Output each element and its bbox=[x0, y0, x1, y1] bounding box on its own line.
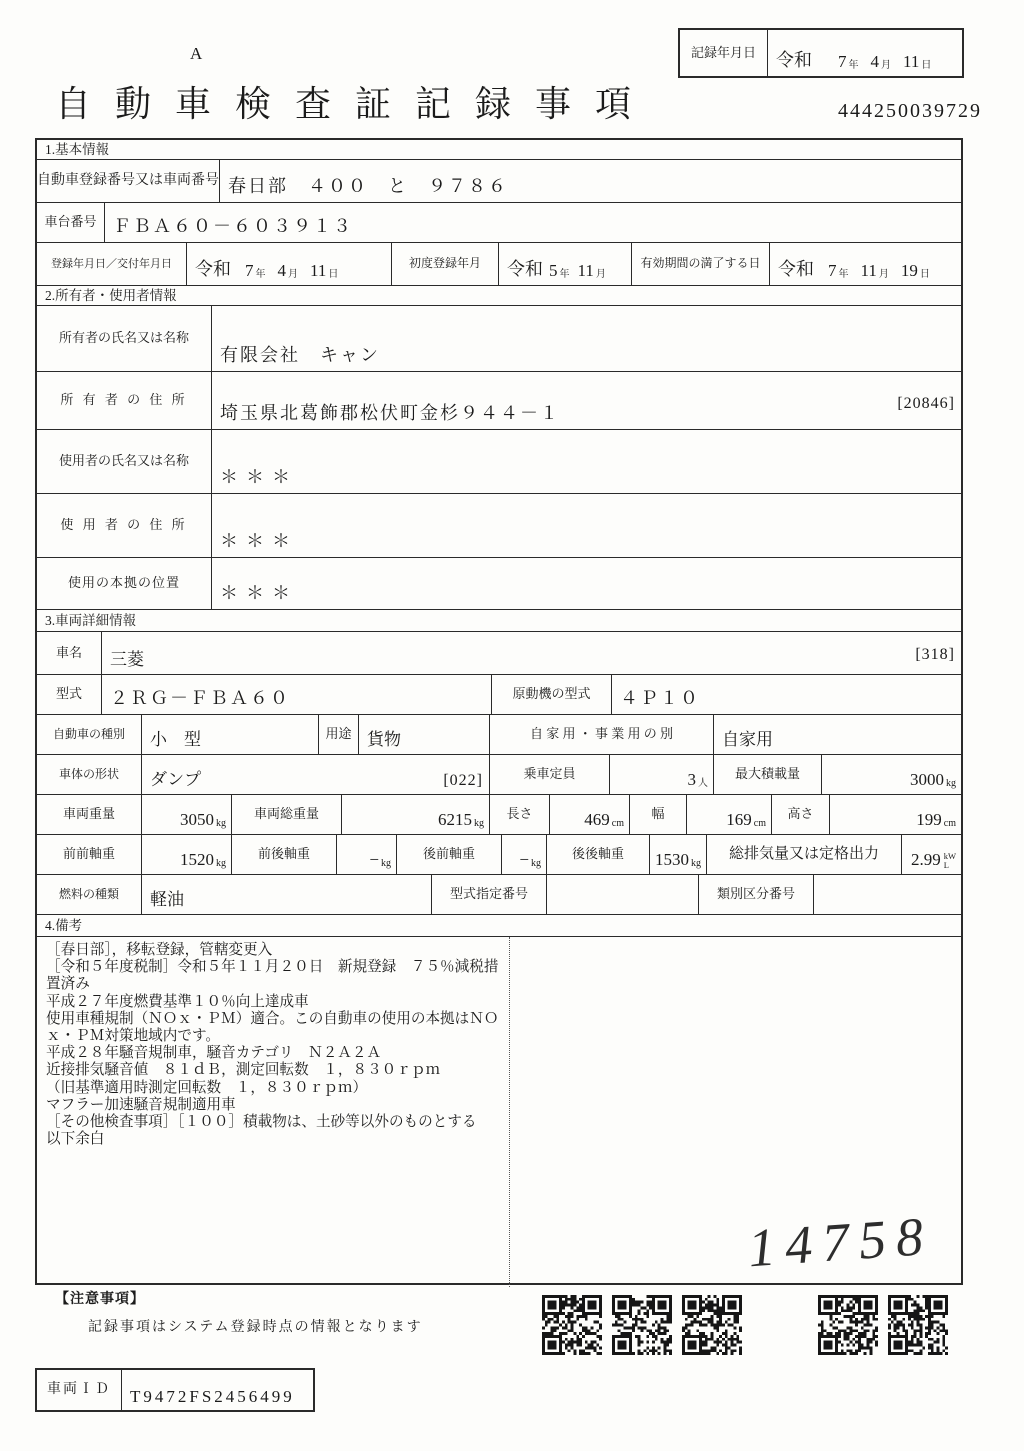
year-number: 7 bbox=[838, 52, 847, 71]
page-corner-mark: A bbox=[190, 44, 203, 63]
width-label: 幅 bbox=[630, 795, 687, 834]
remark-line: ［令和５年度税制］令和５年１１月２０日 新規登録 ７５％減税措置済み bbox=[46, 959, 499, 993]
fuel-label: 燃料の種類 bbox=[37, 875, 142, 914]
remarks-right-area bbox=[510, 937, 961, 1287]
vehicle-weight-value bbox=[142, 795, 232, 834]
axle-rr-value bbox=[650, 835, 707, 874]
engine-model-label: 原動機の型式 bbox=[492, 675, 612, 714]
registration-number-value: 春日部 ４００ と ９７８６ bbox=[228, 176, 508, 196]
width-unit: cm bbox=[753, 818, 766, 829]
era-text: 令和 bbox=[195, 259, 231, 279]
capacity-value bbox=[610, 755, 714, 794]
first-registration-value bbox=[499, 243, 632, 285]
vehicle-category-label: 自動車の種別 bbox=[37, 715, 142, 754]
user-address-label: 使 用 者 の 住 所 bbox=[37, 494, 212, 557]
remark-line: 平成２８年騒音規制車，騒音カテゴリ Ｎ２Ａ２Ａ bbox=[46, 1045, 382, 1062]
user-address-value: ＊＊＊ bbox=[220, 531, 298, 551]
qr-code bbox=[612, 1294, 672, 1356]
length-value bbox=[550, 795, 630, 834]
vehicle-weight-label: 車両重量 bbox=[37, 795, 142, 834]
remark-line: 以下余白 bbox=[46, 1131, 105, 1148]
base-location-label: 使用の本拠の位置 bbox=[37, 558, 212, 609]
displacement-unit-kw: kW bbox=[943, 851, 956, 861]
handwritten-number: 14758 bbox=[746, 1205, 935, 1279]
vehicle-id-label: 車両ＩＤ bbox=[37, 1370, 122, 1410]
remark-line: マフラー加速騒音規制適用車 bbox=[46, 1096, 236, 1113]
qr-code bbox=[888, 1294, 948, 1356]
capacity-label: 乗車定員 bbox=[490, 755, 610, 794]
year-number: 7 bbox=[828, 261, 837, 280]
era-text: 令和 bbox=[778, 259, 814, 279]
month-unit: 月 bbox=[288, 269, 298, 280]
gross-weight-value bbox=[342, 795, 490, 834]
use-value: 貨物 bbox=[359, 715, 490, 754]
axle-fr-label: 前後軸重 bbox=[232, 835, 337, 874]
owner-address-label: 所 有 者 の 住 所 bbox=[37, 372, 212, 429]
user-name-value: ＊＊＊ bbox=[220, 467, 298, 487]
base-location-value: ＊＊＊ bbox=[220, 583, 298, 603]
qr-code bbox=[818, 1294, 878, 1356]
remark-line: 平成２７年度燃費基準１０％向上達成車 bbox=[46, 993, 309, 1010]
axle-ff-label: 前前軸重 bbox=[37, 835, 142, 874]
registration-date-label: 登録年月日／交付年月日 bbox=[37, 243, 187, 285]
fuel-value: 軽油 bbox=[142, 875, 432, 914]
qr-code bbox=[542, 1294, 602, 1356]
row-registration-number bbox=[37, 160, 961, 203]
day-unit: 日 bbox=[921, 60, 932, 71]
body-shape-text: ダンプ bbox=[150, 770, 202, 789]
car-name-value bbox=[102, 632, 961, 674]
private-business-label: 自 家 用 ・ 事 業 用 の 別 bbox=[490, 715, 714, 754]
chassis-number-label: 車台番号 bbox=[37, 203, 105, 242]
expiry-date-label: 有効期間の満了する日 bbox=[632, 243, 770, 285]
height-unit: cm bbox=[943, 818, 956, 829]
row-weights bbox=[37, 795, 961, 835]
width-value bbox=[687, 795, 772, 834]
section1-header: 1.基本情報 bbox=[37, 140, 961, 160]
record-date-box bbox=[678, 28, 964, 78]
vehicle-id-value: T9472FS2456499 bbox=[130, 1387, 295, 1406]
owner-address-value bbox=[212, 372, 961, 429]
axle-ff-number: 1520 bbox=[180, 850, 214, 869]
gross-weight-unit: kg bbox=[474, 818, 484, 829]
first-registration-label: 初度登録年月 bbox=[392, 243, 499, 285]
remark-line: 使用車種規制（ＮＯｘ・ＰＭ）適合。この自動車の使用の本拠はＮＯｘ・ＰＭ対策地域内です。 bbox=[46, 1010, 499, 1045]
notice-text: 記録事項はシステム登録時点の情報となります bbox=[88, 1320, 423, 1335]
height-label: 高さ bbox=[772, 795, 830, 834]
class-number-value bbox=[814, 875, 961, 914]
row-car-name bbox=[37, 632, 961, 675]
document-number: 444250039729 bbox=[838, 100, 982, 122]
row-dates bbox=[37, 243, 961, 286]
owner-address-code: [20846] bbox=[897, 395, 955, 412]
era-text: 令和 bbox=[776, 50, 812, 70]
remarks-text bbox=[37, 937, 510, 1287]
body-shape-code: [022] bbox=[443, 772, 483, 789]
type-designation-value bbox=[547, 875, 699, 914]
axle-rf-unit: kg bbox=[531, 858, 541, 869]
vehicle-id-box bbox=[35, 1368, 315, 1412]
day-unit: 日 bbox=[919, 269, 930, 280]
row-user-address bbox=[37, 494, 961, 558]
day-unit: 日 bbox=[328, 269, 339, 280]
vehicle-weight-unit: kg bbox=[216, 818, 226, 829]
car-name-code: [318] bbox=[915, 646, 955, 663]
model-value: ２ＲＧ－ＦＢＡ６０ bbox=[102, 675, 492, 714]
row-chassis-number bbox=[37, 203, 961, 243]
remarks-box bbox=[37, 937, 961, 1287]
axle-ff-unit: kg bbox=[216, 858, 226, 869]
record-date-value bbox=[768, 30, 962, 76]
user-name-label: 使用者の氏名又は名称 bbox=[37, 430, 212, 493]
model-label: 型式 bbox=[37, 675, 102, 714]
axle-rr-label: 後後軸重 bbox=[547, 835, 650, 874]
use-label: 用途 bbox=[319, 715, 359, 754]
remark-line: （旧基準適用時測定回転数 １，８３０ｒｐｍ） bbox=[46, 1079, 368, 1096]
vehicle-weight-number: 3050 bbox=[180, 810, 214, 829]
remark-line: ［その他検査事項］［１００］積載物は、土砂等以外のものとする bbox=[46, 1114, 477, 1131]
axle-rr-number: 1530 bbox=[655, 850, 689, 869]
displacement-unit-l: L bbox=[943, 860, 949, 870]
remark-line: 近接排気騒音値 ８１ｄＢ，測定回転数 １，８３０ｒｐｍ bbox=[46, 1062, 441, 1079]
axle-rf-label: 後前軸重 bbox=[397, 835, 502, 874]
class-number-label: 類別区分番号 bbox=[699, 875, 814, 914]
engine-model-value: ４Ｐ１０ bbox=[620, 688, 700, 708]
month-number: 11 bbox=[860, 261, 877, 280]
notice-title: 【注意事項】 bbox=[55, 1292, 145, 1307]
displacement-number: 2.99 bbox=[910, 850, 941, 869]
length-unit: cm bbox=[611, 818, 624, 829]
day-number: 19 bbox=[900, 261, 918, 280]
displacement-value bbox=[902, 835, 961, 874]
main-table bbox=[35, 138, 963, 1285]
row-axles bbox=[37, 835, 961, 875]
displacement-label: 総排気量又は定格出力 bbox=[707, 835, 902, 874]
remark-line: ［春日部］，移転登録，管轄変更入 bbox=[46, 942, 273, 958]
gross-weight-label: 車両総重量 bbox=[232, 795, 342, 834]
vehicle-category-value: 小 型 bbox=[142, 715, 319, 754]
month-unit: 月 bbox=[595, 269, 606, 280]
day-number: 11 bbox=[310, 261, 327, 280]
gross-weight-number: 6215 bbox=[438, 810, 472, 829]
registration-date-value bbox=[187, 243, 392, 285]
row-category-use bbox=[37, 715, 961, 755]
capacity-number: 3 bbox=[687, 770, 696, 789]
axle-rr-unit: kg bbox=[691, 858, 701, 869]
axle-fr-number: − bbox=[369, 850, 379, 869]
length-number: 469 bbox=[584, 810, 610, 829]
row-base-location bbox=[37, 558, 961, 610]
max-load-value bbox=[822, 755, 961, 794]
axle-rf-value bbox=[502, 835, 547, 874]
displacement-units bbox=[944, 852, 956, 870]
month-number: 4 bbox=[277, 261, 286, 280]
month-unit: 月 bbox=[881, 60, 891, 71]
year-unit: 年 bbox=[838, 269, 849, 280]
owner-name-value: 有限会社 キャン bbox=[220, 345, 380, 365]
row-fuel bbox=[37, 875, 961, 915]
max-load-label: 最大積載量 bbox=[714, 755, 822, 794]
day-number: 11 bbox=[903, 52, 920, 71]
owner-address-text: 埼玉県北葛飾郡松伏町金杉９４４－１ bbox=[220, 403, 560, 423]
max-load-unit: kg bbox=[946, 778, 956, 789]
owner-name-label: 所有者の氏名又は名称 bbox=[37, 306, 212, 371]
section4-header: 4.備考 bbox=[37, 915, 961, 937]
axle-fr-value bbox=[337, 835, 397, 874]
month-number: 4 bbox=[870, 52, 879, 71]
section3-header: 3.車両詳細情報 bbox=[37, 610, 961, 632]
width-number: 169 bbox=[726, 810, 752, 829]
year-unit: 年 bbox=[848, 60, 859, 71]
section2-header: 2.所有者・使用者情報 bbox=[37, 286, 961, 306]
max-load-number: 3000 bbox=[910, 770, 944, 789]
chassis-number-value: ＦＢＡ６０－６０３９１３ bbox=[113, 216, 353, 236]
body-shape-value bbox=[142, 755, 490, 794]
car-name-text: 三菱 bbox=[110, 650, 144, 669]
row-owner-name bbox=[37, 306, 961, 372]
year-number: 5 bbox=[549, 261, 558, 280]
expiry-date-value bbox=[770, 243, 961, 285]
length-label: 長さ bbox=[490, 795, 550, 834]
year-unit: 年 bbox=[255, 269, 266, 280]
row-model bbox=[37, 675, 961, 715]
height-value bbox=[830, 795, 961, 834]
row-body-shape bbox=[37, 755, 961, 795]
axle-ff-value bbox=[142, 835, 232, 874]
axle-fr-unit: kg bbox=[381, 858, 391, 869]
capacity-unit: 人 bbox=[698, 778, 708, 789]
year-number: 7 bbox=[245, 261, 254, 280]
qr-code bbox=[682, 1294, 742, 1356]
type-designation-label: 型式指定番号 bbox=[432, 875, 547, 914]
private-business-value: 自家用 bbox=[722, 730, 773, 749]
page-title: 自動車検査証記録事項 bbox=[55, 84, 656, 124]
body-shape-label: 車体の形状 bbox=[37, 755, 142, 794]
row-user-name bbox=[37, 430, 961, 494]
registration-number-label: 自動車登録番号又は車両番号 bbox=[37, 160, 220, 202]
axle-rf-number: − bbox=[519, 850, 529, 869]
era-text: 令和 bbox=[507, 259, 543, 279]
year-unit: 年 bbox=[559, 269, 570, 280]
row-owner-address bbox=[37, 372, 961, 430]
month-number: 11 bbox=[577, 261, 594, 280]
car-name-label: 車名 bbox=[37, 632, 102, 674]
month-unit: 月 bbox=[878, 269, 889, 280]
record-date-label: 記録年月日 bbox=[680, 30, 768, 76]
height-number: 199 bbox=[916, 810, 942, 829]
